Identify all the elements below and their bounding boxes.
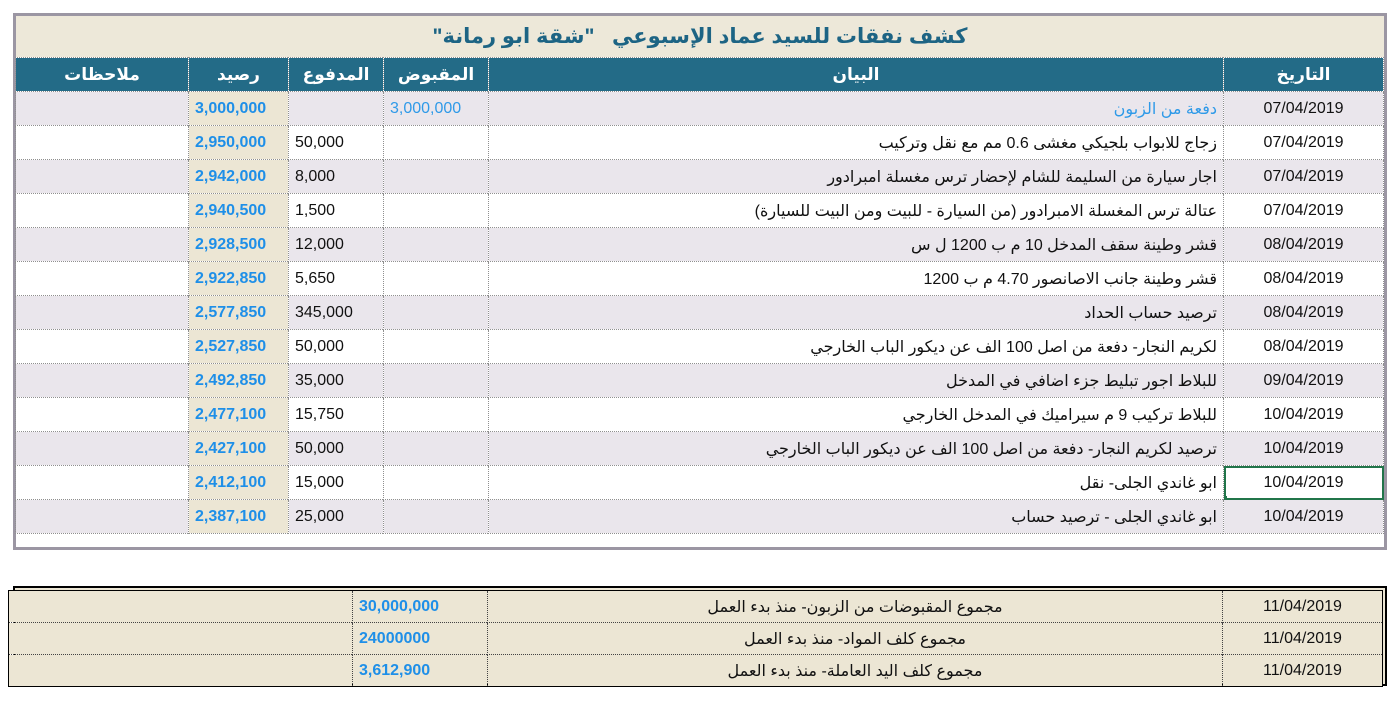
cell-paid[interactable] [289, 92, 384, 126]
cell-notes[interactable] [16, 398, 189, 432]
cell-notes[interactable] [16, 228, 189, 262]
table-row [16, 398, 1384, 432]
cell-date[interactable]: 10/04/2019 [1224, 500, 1384, 534]
cell-paid[interactable]: 35,000 [289, 364, 384, 398]
cell-date[interactable]: 07/04/2019 [1224, 126, 1384, 160]
cell-description[interactable]: زجاج للابواب بلجيكي مغشى 0.6 مم مع نقل وتركيب [489, 126, 1224, 160]
summary-cell-date[interactable]: 11/04/2019 [1223, 655, 1383, 687]
cell-notes[interactable] [16, 262, 189, 296]
column-header-description[interactable]: البيان [489, 58, 1224, 92]
cell-date[interactable]: 08/04/2019 [1224, 330, 1384, 364]
summary-table [8, 590, 1383, 687]
cell-balance[interactable]: 2,577,850 [189, 296, 289, 330]
table-row [16, 92, 1384, 126]
column-header-received[interactable]: المقبوض [384, 58, 489, 92]
cell-description[interactable]: قشر وطينة جانب الاصانصور 4.70 م ب 1200 [489, 262, 1224, 296]
cell-date[interactable]: 07/04/2019 [1224, 92, 1384, 126]
cell-balance[interactable]: 2,940,500 [189, 194, 289, 228]
cell-paid[interactable]: 12,000 [289, 228, 384, 262]
cell-paid[interactable]: 50,000 [289, 432, 384, 466]
cell-notes[interactable] [16, 126, 189, 160]
cell-balance[interactable]: 2,942,000 [189, 160, 289, 194]
cell-received[interactable] [384, 126, 489, 160]
summary-cell-date[interactable]: 11/04/2019 [1223, 623, 1383, 655]
cell-paid[interactable]: 8,000 [289, 160, 384, 194]
column-header-notes[interactable]: ملاحظات [16, 58, 189, 92]
expense-statement-frame [13, 13, 1387, 550]
cell-description[interactable]: للبلاط اجور تبليط جزء اضافي في المدخل [489, 364, 1224, 398]
table-row [16, 194, 1384, 228]
table-row [16, 432, 1384, 466]
cell-received[interactable] [384, 262, 489, 296]
summary-cell-description[interactable]: مجموع كلف المواد- منذ بدء العمل [488, 623, 1223, 655]
expense-table [15, 57, 1384, 534]
cell-notes[interactable] [16, 500, 189, 534]
cell-description[interactable]: ابو غاندي الجلى- نقل [489, 466, 1224, 500]
cell-description[interactable]: ترصيد لكريم النجار- دفعة من اصل 100 الف عن ديكور الباب الخارجي [489, 432, 1224, 466]
summary-cell-date[interactable]: 11/04/2019 [1223, 591, 1383, 623]
cell-balance[interactable]: 3,000,000 [189, 92, 289, 126]
summary-frame [13, 586, 1387, 686]
table-row [16, 500, 1384, 534]
summary-cell-empty[interactable] [9, 591, 353, 623]
cell-balance[interactable]: 2,928,500 [189, 228, 289, 262]
cell-notes[interactable] [16, 160, 189, 194]
cell-paid[interactable]: 345,000 [289, 296, 384, 330]
summary-row [9, 591, 1383, 623]
cell-date[interactable]: 08/04/2019 [1224, 262, 1384, 296]
table-row [16, 466, 1384, 500]
cell-notes[interactable] [16, 92, 189, 126]
cell-description[interactable]: ترصيد حساب الحداد [489, 296, 1224, 330]
cell-received[interactable] [384, 296, 489, 330]
cell-received[interactable] [384, 194, 489, 228]
cell-received[interactable] [384, 364, 489, 398]
table-row [16, 160, 1384, 194]
cell-notes[interactable] [16, 330, 189, 364]
cell-paid[interactable]: 50,000 [289, 330, 384, 364]
summary-row [9, 655, 1383, 687]
table-row [16, 228, 1384, 262]
statement-title: كشف نفقات للسيد عماد الإسبوعي "شقة ابو رمانة" [16, 16, 1384, 57]
summary-cell-description[interactable]: مجموع كلف اليد العاملة- منذ بدء العمل [488, 655, 1223, 687]
cell-balance[interactable]: 2,527,850 [189, 330, 289, 364]
header-row [16, 58, 1384, 92]
column-header-balance[interactable]: رصيد [189, 58, 289, 92]
cell-description[interactable]: ابو غاندي الجلى - ترصيد حساب [489, 500, 1224, 534]
cell-notes[interactable] [16, 432, 189, 466]
cell-received[interactable] [384, 330, 489, 364]
cell-paid[interactable]: 25,000 [289, 500, 384, 534]
table-body [16, 92, 1384, 534]
table-row [16, 262, 1384, 296]
cell-received[interactable] [384, 432, 489, 466]
column-header-paid[interactable]: المدفوع [289, 58, 384, 92]
cell-paid[interactable]: 1,500 [289, 194, 384, 228]
cell-description[interactable]: قشر وطينة سقف المدخل 10 م ب 1200 ل س [489, 228, 1224, 262]
cell-date[interactable]: 09/04/2019 [1224, 364, 1384, 398]
summary-cell-amount[interactable]: 24000000 [353, 623, 488, 655]
summary-cell-amount[interactable]: 3,612,900 [353, 655, 488, 687]
cell-balance[interactable]: 2,950,000 [189, 126, 289, 160]
cell-notes[interactable] [16, 364, 189, 398]
cell-paid[interactable]: 15,000 [289, 466, 384, 500]
cell-date[interactable]: 10/04/2019 [1224, 398, 1384, 432]
cell-balance[interactable]: 2,427,100 [189, 432, 289, 466]
cell-date[interactable]: 07/04/2019 [1224, 160, 1384, 194]
cell-balance[interactable]: 2,477,100 [189, 398, 289, 432]
cell-balance[interactable]: 2,492,850 [189, 364, 289, 398]
summary-row [9, 623, 1383, 655]
cell-description[interactable]: دفعة من الزبون [489, 92, 1224, 126]
cell-notes[interactable] [16, 466, 189, 500]
cell-description[interactable]: عتالة ترس المغسلة الامبرادور (من السيارة - للبيت ومن البيت للسيارة) [489, 194, 1224, 228]
table-row [16, 364, 1384, 398]
cell-received[interactable] [384, 398, 489, 432]
cell-received[interactable] [384, 500, 489, 534]
cell-paid[interactable]: 5,650 [289, 262, 384, 296]
cell-balance[interactable]: 2,412,100 [189, 466, 289, 500]
cell-date[interactable]: 08/04/2019 [1224, 296, 1384, 330]
cell-description[interactable]: اجار سيارة من السليمة للشام لإحضار ترس مغسلة امبرادور [489, 160, 1224, 194]
column-header-date[interactable]: التاريخ [1224, 58, 1384, 92]
cell-balance[interactable]: 2,387,100 [189, 500, 289, 534]
table-row [16, 330, 1384, 364]
summary-cell-amount[interactable]: 30,000,000 [353, 591, 488, 623]
cell-description[interactable]: للبلاط تركيب 9 م سيراميك في المدخل الخارجي [489, 398, 1224, 432]
table-row [16, 296, 1384, 330]
cell-paid[interactable]: 50,000 [289, 126, 384, 160]
cell-date[interactable]: 07/04/2019 [1224, 194, 1384, 228]
cell-paid[interactable]: 15,750 [289, 398, 384, 432]
summary-cell-empty[interactable] [9, 655, 353, 687]
table-row [16, 126, 1384, 160]
summary-cell-description[interactable]: مجموع المقبوضات من الزبون- منذ بدء العمل [488, 591, 1223, 623]
cell-received[interactable] [384, 228, 489, 262]
cell-received[interactable] [384, 160, 489, 194]
cell-received[interactable]: 3,000,000 [384, 92, 489, 126]
cell-received[interactable] [384, 466, 489, 500]
cell-date[interactable]: 10/04/2019 [1224, 432, 1384, 466]
cell-date[interactable]: 08/04/2019 [1224, 228, 1384, 262]
cell-description[interactable]: لكريم النجار- دفعة من اصل 100 الف عن ديكور الباب الخارجي [489, 330, 1224, 364]
summary-cell-empty[interactable] [9, 623, 353, 655]
summary-body [9, 591, 1383, 687]
cell-notes[interactable] [16, 194, 189, 228]
cell-date[interactable]: 10/04/2019 [1224, 466, 1384, 500]
cell-balance[interactable]: 2,922,850 [189, 262, 289, 296]
cell-notes[interactable] [16, 296, 189, 330]
table-header [16, 58, 1384, 92]
